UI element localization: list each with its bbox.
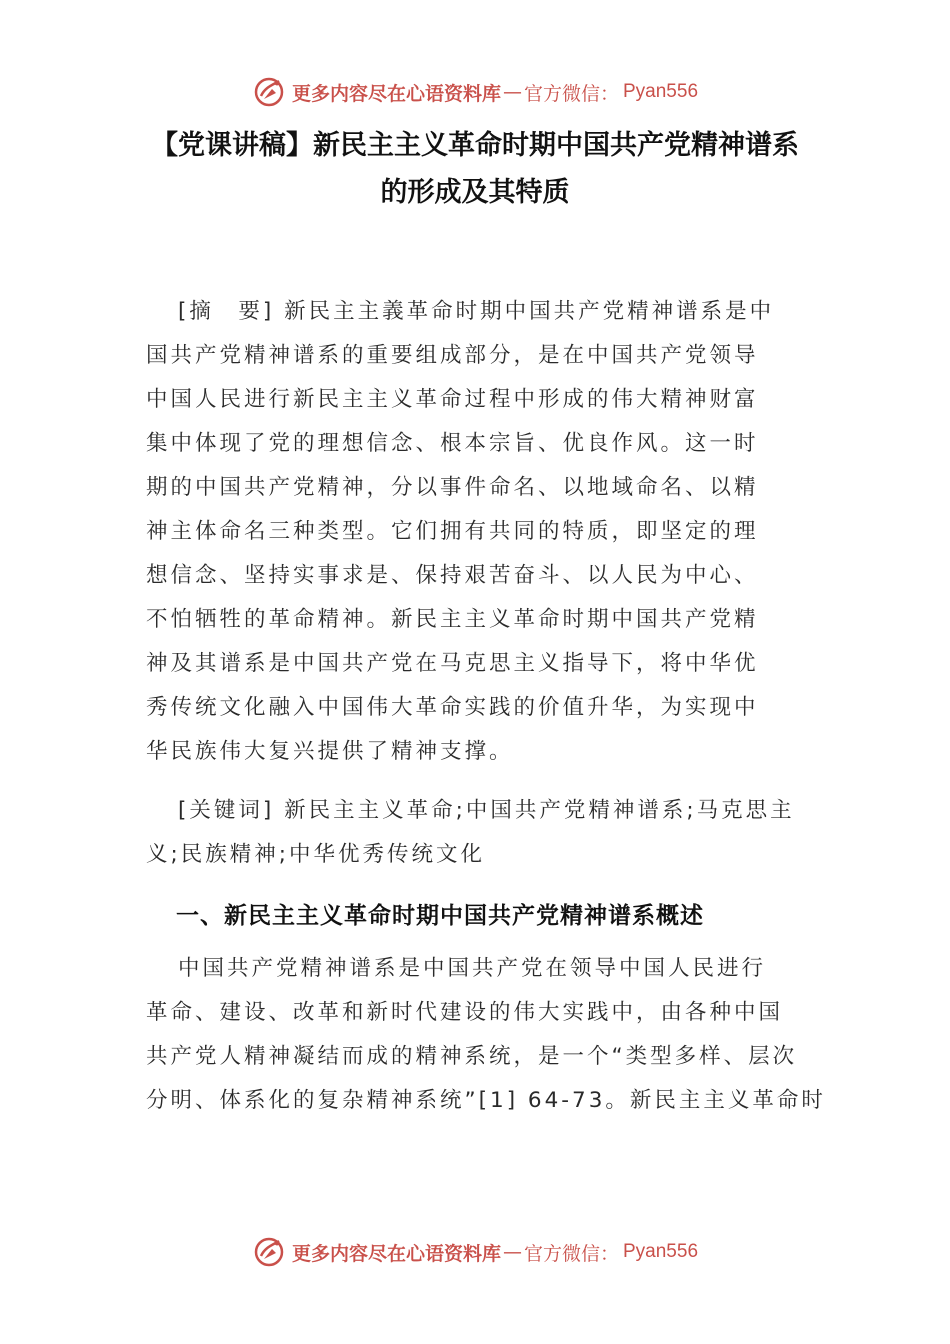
abstract-line: 不怕牺牲的革命精神。新民主主义革命时期中国共产党精 bbox=[146, 607, 759, 632]
footer-watermark bbox=[0, 1232, 950, 1272]
watermark-wechat-label: 官方微信： bbox=[523, 1242, 619, 1265]
section-line: 中国共产党精神谱系是中国共产党在领导中国人民进行 bbox=[178, 956, 767, 981]
abstract-line: 集中体现了党的理想信念、根本宗旨、优良作风。这一时 bbox=[146, 431, 759, 456]
abstract-line: 想信念、坚持实事求是、保持艰苦奋斗、以人民为中心、 bbox=[146, 563, 759, 588]
library-logo-icon bbox=[252, 75, 286, 109]
watermark-wechat-id: Pyan556 bbox=[623, 1241, 699, 1262]
watermark-main-text: 更多内容尽在心语资料库 bbox=[291, 1242, 501, 1265]
watermark-dash: — bbox=[502, 1241, 522, 1263]
abstract-paragraph bbox=[146, 290, 806, 774]
abstract-line: 神主体命名三种类型。它们拥有共同的特质，即坚定的理 bbox=[146, 519, 759, 544]
abstract-line: 中国人民进行新民主主义革命过程中形成的伟大精神财富 bbox=[146, 387, 759, 412]
section-heading: 一、新民主主义革命时期中国共产党精神谱系概述 bbox=[176, 903, 704, 929]
keywords-paragraph bbox=[146, 789, 806, 877]
header-watermark bbox=[0, 72, 950, 112]
watermark-dash: — bbox=[502, 81, 522, 103]
document-title bbox=[110, 122, 840, 216]
abstract-line: 华民族伟大复兴提供了精神支撑。 bbox=[146, 739, 514, 764]
abstract-line: 期的中国共产党精神，分以事件命名、以地域命名、以精 bbox=[146, 475, 759, 500]
section-line: 共产党人精神凝结而成的精神系统，是一个“类型多样、层次 bbox=[146, 1044, 798, 1069]
section-paragraph bbox=[146, 947, 826, 1123]
watermark-main-text: 更多内容尽在心语资料库 bbox=[291, 82, 501, 105]
section-line: 分明、体系化的复杂精神系统”[1] 64-73。新民主主义革命时 bbox=[146, 1088, 826, 1113]
keywords-line: 义;民族精神;中华优秀传统文化 bbox=[146, 842, 485, 867]
abstract-line: 秀传统文化融入中国伟大革命实践的价值升华，为实现中 bbox=[146, 695, 759, 720]
title-line-1: 【党课讲稿】新民主主义革命时期中国共产党精神谱系 bbox=[151, 130, 799, 161]
abstract-line: 国共产党精神谱系的重要组成部分，是在中国共产党领导 bbox=[146, 343, 759, 368]
abstract-line: [摘 要] 新民主主義革命时期中国共产党精神谱系是中 bbox=[178, 299, 775, 324]
abstract-line: 神及其谱系是中国共产党在马克思主义指导下，将中华优 bbox=[146, 651, 759, 676]
keywords-line: [关键词] 新民主主义革命;中国共产党精神谱系;马克思主 bbox=[178, 798, 795, 823]
title-line-2: 的形成及其特质 bbox=[380, 177, 570, 208]
section-line: 革命、建设、改革和新时代建设的伟大实践中，由各种中国 bbox=[146, 1000, 784, 1025]
watermark-wechat-id: Pyan556 bbox=[623, 81, 699, 102]
watermark-wechat-label: 官方微信： bbox=[523, 82, 619, 105]
library-logo-icon bbox=[252, 1235, 286, 1269]
